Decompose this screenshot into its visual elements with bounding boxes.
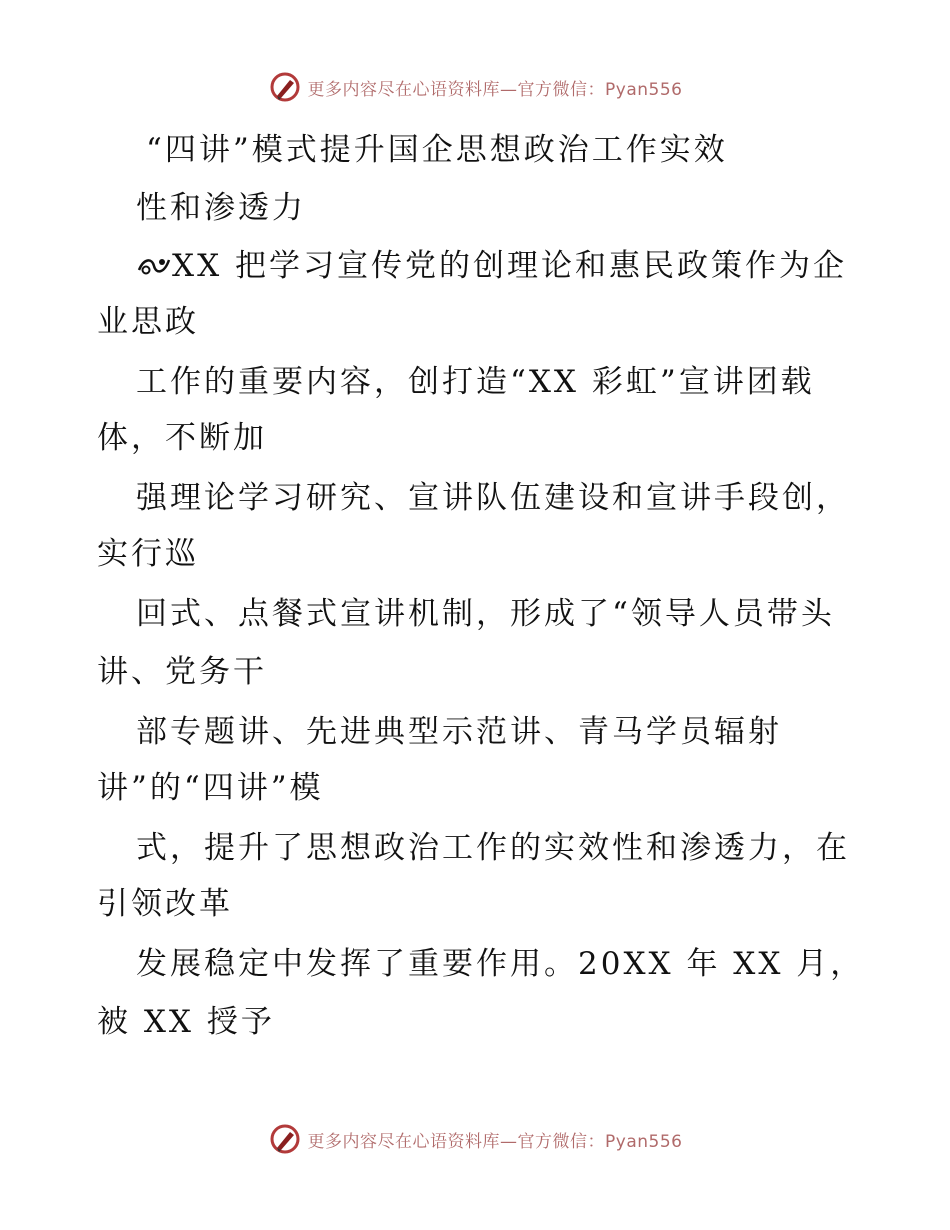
- paragraph-line: 引领改革: [97, 886, 233, 922]
- paragraph-line: 体，不断加: [97, 420, 267, 456]
- document-title: “四讲”模式提升国企思想政治工作实效: [146, 132, 728, 168]
- paragraph-line: 实行巡: [97, 536, 199, 572]
- watermark-text: 更多内容尽在心语资料库—官方微信：Pyan556: [307, 79, 683, 100]
- paragraph-line: 回式、点餐式宣讲机制，形成了“领导人员带头: [136, 596, 835, 632]
- watermark-text: 更多内容尽在心语资料库—官方微信：Pyan556: [307, 1131, 683, 1152]
- pen-circle-logo: [268, 1122, 302, 1156]
- paragraph-line: 讲”的“四讲”模: [97, 770, 324, 806]
- paragraph-line: 工作的重要内容，创打造“XX 彩虹”宣讲团载: [136, 364, 815, 400]
- paragraph-line: 讲、党务干: [97, 654, 267, 690]
- paragraph-line: 部专题讲、先进典型示范讲、青马学员辐射: [136, 714, 782, 750]
- document-title-continued: 性和渗透力: [136, 190, 306, 226]
- footer-watermark: [0, 1122, 950, 1156]
- pen-circle-logo: [268, 70, 302, 104]
- paragraph-line: 式，提升了思想政治工作的实效性和渗透力，在: [136, 830, 850, 866]
- paragraph-line: 发展稳定中发挥了重要作用。20XX 年 XX 月，: [136, 946, 865, 982]
- paragraph-line: 强理论学习研究、宣讲队伍建设和宣讲手段创，: [136, 480, 850, 516]
- paragraph-line-text: XX 把学习宣传党的创理论和惠民政策作为企: [172, 248, 847, 284]
- ornament-bullet-icon: [136, 252, 172, 278]
- paragraph-line: 被 XX 授予: [97, 1004, 275, 1040]
- paragraph-line: [136, 246, 847, 286]
- header-watermark: [0, 70, 950, 104]
- paragraph-line: 业思政: [97, 304, 199, 340]
